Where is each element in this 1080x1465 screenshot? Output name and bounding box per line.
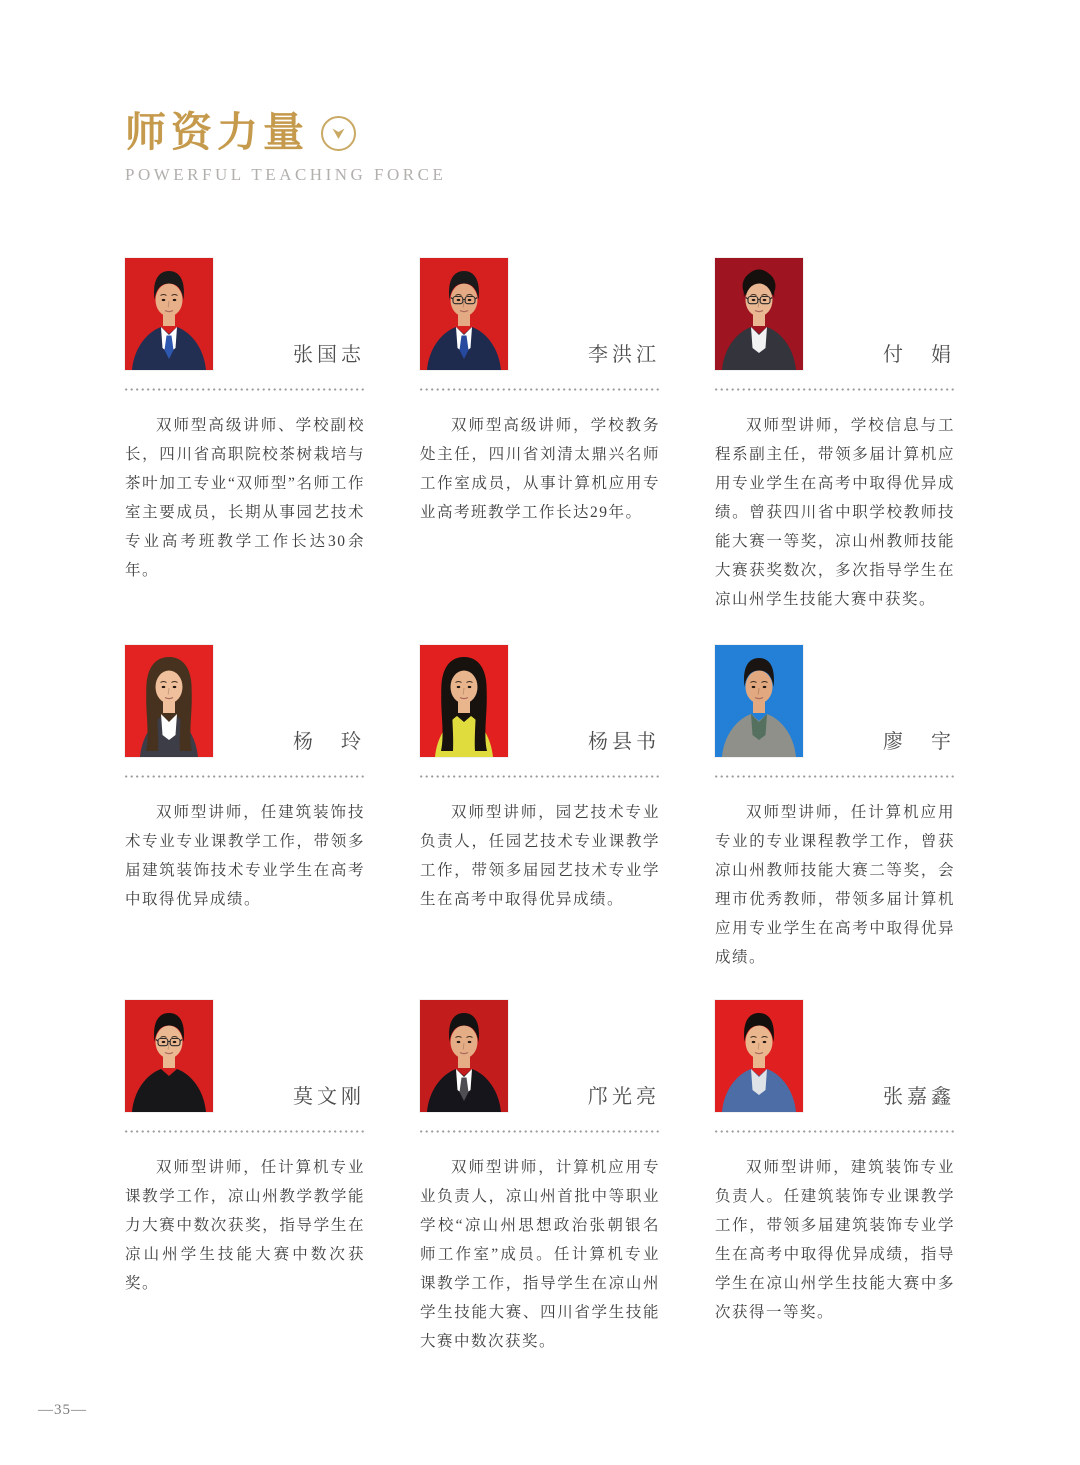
teacher-photo xyxy=(715,645,803,757)
teacher-photo xyxy=(420,258,508,370)
teacher-name: 张嘉鑫 xyxy=(883,1086,955,1108)
dotted-divider xyxy=(420,388,660,391)
teacher-photo xyxy=(125,1000,213,1112)
teacher-bio: 双师型讲师，计算机应用专业负责人，凉山州首批中等职业学校“凉山州思想政治张朝银名师工作室”成员。任计算机专业课教学工作，指导学生在凉山州学生技能大赛、四川省学生技能大赛中数次获奖。 xyxy=(420,1159,660,1350)
teacher-card xyxy=(125,645,365,914)
teacher-bio: 双师型讲师，园艺技术专业负责人，任园艺技术专业课教学工作，带领多届园艺技术专业学生在高考中取得优异成绩。 xyxy=(420,804,660,908)
teacher-name: 杨县书 xyxy=(588,731,660,753)
teacher-name: 莫文刚 xyxy=(293,1086,365,1108)
dotted-divider xyxy=(715,388,955,391)
teacher-grid xyxy=(125,258,955,1356)
dotted-divider xyxy=(125,775,365,778)
teacher-card xyxy=(125,1000,365,1298)
page-number: —35— xyxy=(38,1402,87,1418)
teacher-name: 李洪江 xyxy=(588,344,660,366)
teacher-card xyxy=(420,258,660,527)
teacher-bio: 双师型讲师，任建筑装饰技术专业专业课教学工作，带领多届建筑装饰技术专业学生在高考中取得优异成绩。 xyxy=(125,804,365,908)
dotted-divider xyxy=(420,1130,660,1133)
teacher-name: 杨 玲 xyxy=(293,731,365,753)
dotted-divider xyxy=(715,775,955,778)
section-header xyxy=(125,109,447,185)
dotted-divider xyxy=(420,775,660,778)
teacher-name: 廖 宇 xyxy=(883,731,955,753)
teacher-name: 邝光亮 xyxy=(588,1086,660,1108)
teacher-photo xyxy=(125,645,213,757)
teacher-bio: 双师型讲师，任计算机专业课教学工作，凉山州教学教学能力大赛中数次获奖，指导学生在凉山州学生技能大赛中数次获奖。 xyxy=(125,1159,365,1292)
dotted-divider xyxy=(125,1130,365,1133)
teacher-card xyxy=(125,258,365,585)
chevron-down-circle-icon xyxy=(321,116,356,151)
teacher-photo xyxy=(715,258,803,370)
teacher-photo xyxy=(420,645,508,757)
teacher-bio: 双师型讲师，任计算机应用专业的专业课程教学工作，曾获凉山州教师技能大赛二等奖，会理市优秀教师，带领多届计算机应用专业学生在高考中取得优异成绩。 xyxy=(715,804,955,966)
teacher-bio: 双师型讲师，建筑装饰专业负责人。任建筑装饰专业课教学工作，带领多届建筑装饰专业学生在高考中取得优异成绩，指导学生在凉山州学生技能大赛中多次获得一等奖。 xyxy=(715,1159,955,1321)
teacher-photo xyxy=(125,258,213,370)
teacher-name: 付 娟 xyxy=(883,344,955,366)
teacher-card xyxy=(420,1000,660,1356)
section-subtitle: POWERFUL TEACHING FORCE xyxy=(125,165,447,184)
teacher-card xyxy=(715,1000,955,1327)
teacher-name: 张国志 xyxy=(293,344,365,366)
teacher-photo xyxy=(420,1000,508,1112)
teacher-card xyxy=(715,258,955,614)
dotted-divider xyxy=(125,388,365,391)
dotted-divider xyxy=(715,1130,955,1133)
teacher-card xyxy=(420,645,660,914)
teacher-bio: 双师型高级讲师、学校副校长，四川省高职院校茶树栽培与茶叶加工专业“双师型”名师工作室主要成员，长期从事园艺技术专业高考班教学工作长达30余年。 xyxy=(125,417,365,579)
teacher-bio: 双师型高级讲师，学校教务处主任，四川省刘清太鼎兴名师工作室成员，从事计算机应用专业高考班教学工作长达29年。 xyxy=(420,417,660,521)
teacher-card xyxy=(715,645,955,972)
teacher-bio: 双师型讲师，学校信息与工程系副主任，带领多届计算机应用专业学生在高考中取得优异成绩。曾获四川省中职学校教师技能大赛一等奖，凉山州教师技能大赛获奖数次，多次指导学生在凉山州学生技能大赛中获奖。 xyxy=(715,417,955,608)
teacher-photo xyxy=(715,1000,803,1112)
page-title: 师资力量 xyxy=(125,109,309,155)
